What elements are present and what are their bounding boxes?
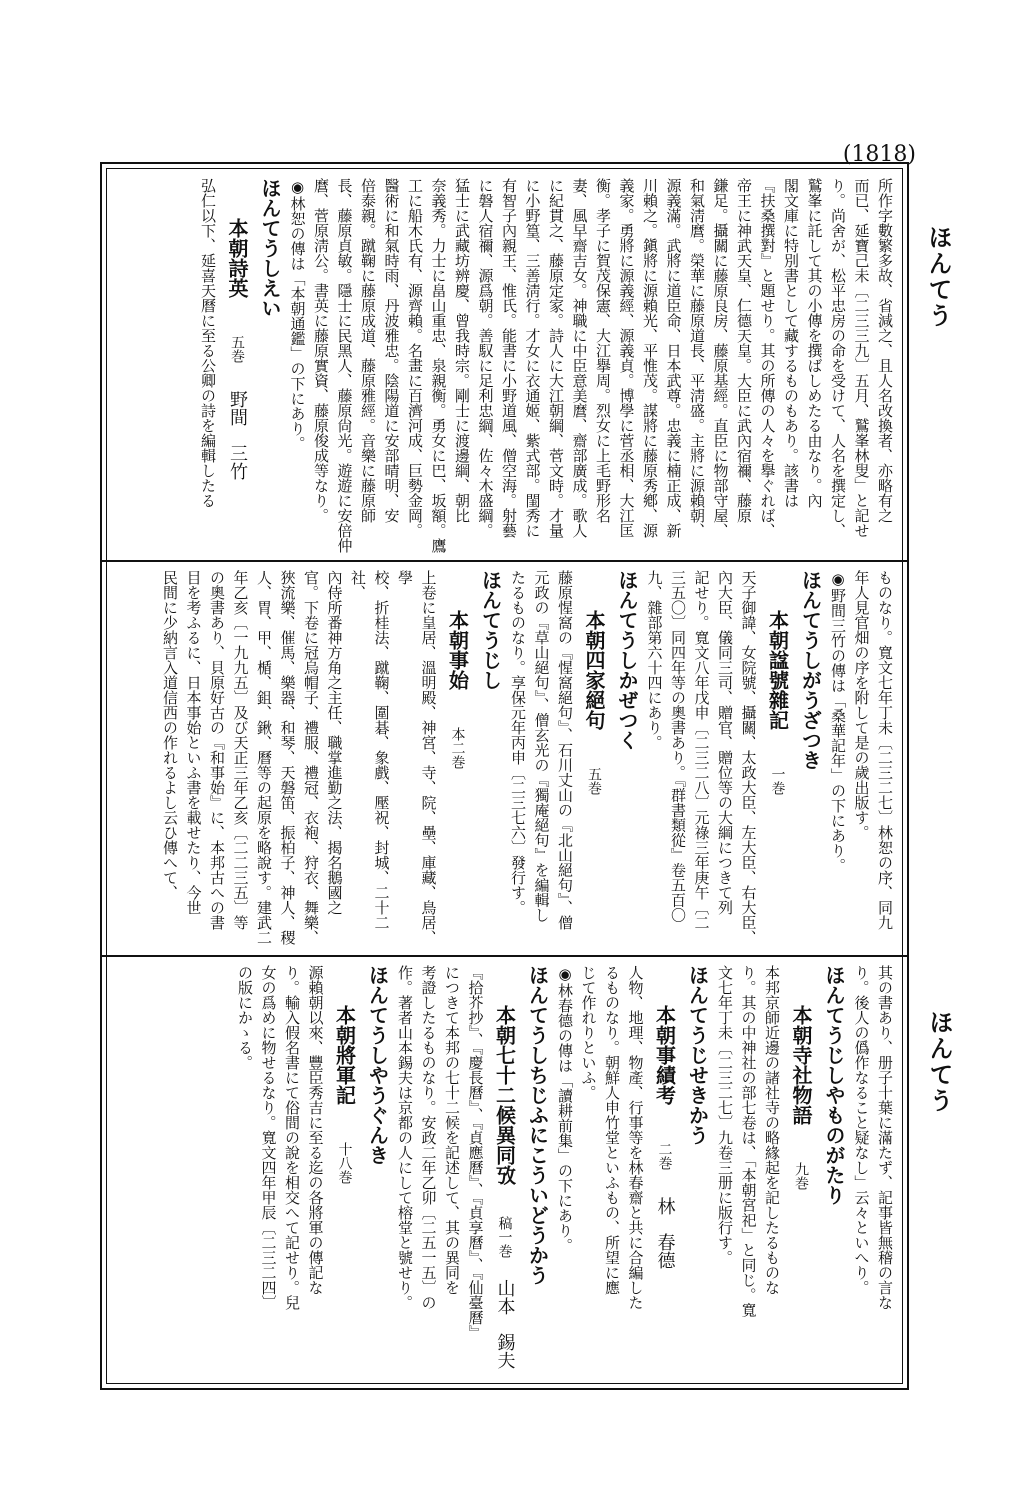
entry-title-block (762, 570, 794, 948)
text-line: 內侍所番神方角之主任、職掌進勤之法、揭名鵝國之 (325, 570, 344, 915)
entry-title: 本朝七十二候異同攷 (492, 1005, 517, 1185)
text-line: 源義滿。武將に道臣命、日本武尊。忠義に楠正成、新 (664, 178, 683, 538)
text-line: 和氣淸麿。榮華に藤原道長、平淸盛。主將に源賴朝、 (688, 178, 706, 538)
text-line: に磐人宿禰、源爲朝。善馭に足利忠綱、佐々木盛綱。 (476, 178, 495, 538)
text-line: 人、胃、甲、楯、鉏、鍬、曆等の起原を略說す。建武二 (255, 570, 273, 945)
text-line: 目を考ふるに、日本事始といふ書を載せたり、今世 (184, 570, 203, 915)
entry-volumes: 九巻 (793, 1161, 809, 1190)
text-line: 年乙亥〔一九九五〕及び天正三年乙亥〔二二三五〕等 (231, 570, 250, 930)
entry-title: 本朝寺社物語 (789, 1005, 813, 1125)
text-line: 猛士に武藏坊辨慶、曾我時宗。剛士に渡邊綱、朝比 (453, 178, 471, 523)
text-line: 記せり。寬文八年戊申〔二三二八〕元祿三年庚午〔二 (692, 570, 711, 930)
entry-heading: ほんてうじしやものがたり (822, 965, 846, 1205)
entry-text (393, 965, 487, 1380)
section-divider-1 (100, 560, 909, 562)
text-line: 年人見官畑の序を附して是の歲出版す。 (852, 570, 871, 840)
entry-title: 本朝詩英 (225, 218, 249, 298)
text-line: に紀貫之、藤原定家。詩人に大江朝綱、菅文時。才量 (547, 178, 565, 538)
text-line: 長、藤原貞敏。隱士に民黑人、藤原尙光。遊遊に安倍仲 (335, 178, 354, 553)
text-line: じて作れりといふ。 (579, 965, 598, 1100)
text-line: 人物、地理、物產、行事等を林春齋と共に合編した (626, 965, 645, 1310)
text-line: り。其の中神社の部七卷は、「本朝宮祀」と同じ。寬 (739, 965, 758, 1318)
text-line: 九、雜部第六十四にあり。 (645, 570, 664, 750)
text-line: 衡。孝子に賀茂保憲、大江擧周。烈女に上毛野形名 (594, 178, 612, 523)
text-line: 其の書あり、册子十葉に滿たず、記事皆無稽の言な (876, 965, 894, 1310)
top-body-text (285, 178, 896, 553)
text-line: 醫術に和氣時雨、丹波雅忠。陰陽道に安部晴明、安 (382, 178, 401, 523)
entry-volumes: 十八巻 (336, 1141, 353, 1184)
text-line: 所作字數繁多故、省減之、且人名改換者、亦略有之 (876, 178, 894, 523)
text-line: るものなり。朝鮮人申竹堂といふもの、所望に應 (603, 965, 621, 1295)
entry-heading: ほんてうしがうざつき (798, 570, 823, 770)
text-line: り。後人の僞作なること疑なし」云々といへり。 (852, 965, 871, 1295)
entry-volumes: 五巻 (229, 334, 245, 363)
entry-title-block (329, 965, 361, 1380)
top-section (112, 178, 896, 553)
entry-title: 本朝事績考 (652, 1005, 677, 1105)
entry-title-block (649, 965, 681, 1380)
text-line: 弘仁以下、延喜天曆に至る公卿の詩を編輯したる (199, 178, 217, 508)
entry-volumes: 五巻 (586, 766, 602, 795)
text-line: り。尚舍が、松平忠房の命を受けて、人名を撰定し、 (829, 178, 847, 538)
text-line: 元政の『草山絕句』、僧玄光の『獨庵絕句』を編輯し (532, 570, 551, 923)
text-line: 內大臣、儀同三司、贈官、贈位等の大綱につきて列 (716, 570, 734, 915)
text-line: 校、折桂法、蹴鞠、圍碁、象戲、壓祝、封城、二十二社、 (349, 570, 391, 930)
text-line: 鎌足。攝關に藤原良房、藤原基經。直臣に物部守屋、 (711, 178, 730, 538)
text-line: 工に船木氏有、源齊賴。名畫に百濟河成、巨勢金岡。 (406, 178, 424, 538)
text-line: 『扶桑撰對』と題せり。其の所傳の人々を擧ぐれば、 (758, 178, 777, 538)
entry-title-block (785, 965, 817, 1380)
running-head-top: ほんてう (924, 225, 952, 329)
text-line: 民間に少納言入道信西の作れるよし云ひ傳へて、 (161, 570, 179, 900)
continued-text (826, 570, 897, 948)
text-line: 三五〇〕同四年等の奧書あり。『群書類從』卷五百〇 (669, 570, 687, 923)
entry-text (158, 570, 440, 948)
text-line: 妻、風早齋吉女。神職に中臣意美麿、齋部廣成。歌人 (570, 178, 589, 538)
text-line: ◉野間三竹の傳は「桑華記年」の下にあり。 (829, 570, 847, 873)
text-line: 川賴之。鎭將に源賴光、平惟茂。謀將に藤原秀鄕、源 (641, 178, 659, 538)
text-line: 有智子內親王、惟氏。能書に小野道風、僧空海。射藝 (500, 178, 518, 538)
text-line: 文七年丁未〔二三二七〕九卷三册に版行す。 (716, 965, 734, 1265)
text-line: ものなり。寬文七年丁未〔二三二七〕林恕の序、同九 (876, 570, 894, 930)
text-line: 倍泰親。蹴鞠に藤原成道、藤原雅經。音樂に藤原師 (359, 178, 377, 523)
middle-section (112, 570, 896, 948)
entry-text (196, 178, 220, 553)
entry-title: 本朝將軍記 (332, 1005, 357, 1105)
text-line: たるものなり。享保元年丙申〔二三七六〕發行す。 (509, 570, 527, 915)
entry-title: 本朝諡號雜記 (765, 610, 790, 730)
text-line: 源賴朝以來、豐臣秀吉に至る迄の各將軍の傳記な (306, 965, 325, 1295)
bottom-section (112, 965, 896, 1380)
text-line: 考證したるものなり。安政二年乙卯〔二五一五〕の (419, 965, 438, 1310)
text-line: ◉林春德の傳は「讀耕前集」の下にあり。 (556, 965, 574, 1253)
text-line: につきて本邦の七十二候を記述して、其の異同を (443, 965, 461, 1295)
entry-title-block (221, 178, 253, 553)
text-line: 鷲峯に託して其の小傳を撰ばしめたる由なり。內 (805, 178, 824, 508)
text-line: 作。著者山本錫夫は京都の人にして榕堂と號せり。 (396, 965, 414, 1310)
entry-author: 野間 三竹 (227, 389, 248, 480)
entry-heading: ほんてうしやうぐんき (365, 965, 390, 1165)
entry-title-block (578, 570, 610, 948)
continued-text (849, 965, 896, 1380)
text-line: 帝王に神武天皇、仁德天皇。大臣に武內宿禰、藤原 (735, 178, 753, 523)
running-head-bottom: ほんてう (925, 1010, 953, 1114)
entry-heading: ほんてうしちじふにこういどうかう (525, 965, 550, 1285)
entry-text (642, 570, 760, 948)
entry-text (713, 965, 784, 1380)
text-line: 奈義秀。力士に畠山重忠、泉親衡。勇女に巴、坂額。鷹 (429, 178, 448, 553)
entry-heading: ほんてうじせきかう (685, 965, 710, 1145)
entry-volumes: 本二巻 (449, 726, 466, 769)
text-line: ◉林恕の傳は「本朝通鑑」の下にあり。 (288, 178, 307, 451)
entry-heading: ほんてうじし (478, 570, 503, 690)
text-line: 義家。勇將に源義經、源義貞。博學に菅丞相、大江匡 (617, 178, 636, 538)
section-divider-2 (100, 955, 909, 957)
text-line: 女の爲めに物せるなり。寬文四年甲辰〔二三二四〕 (259, 965, 278, 1310)
entry-volumes: 一巻 (769, 766, 786, 795)
text-line: 狹流樂、催馬、樂器、和琴、天磐笛、振柏子、神人、稷 (278, 570, 297, 945)
text-line: 上卷に皇居、溫明殿、神宮、寺、院、壘、庫藏、鳥居、學 (396, 570, 438, 945)
page-number: (1818) (842, 142, 916, 167)
text-line: 而已、延寶己未〔二三三九〕五月、鷲峯林叟」と記せ (852, 178, 871, 538)
text-line: り。輸入假名書にて俗間の說を相交へて記せり。兒 (283, 965, 301, 1310)
entry-volumes: 稿一巻 (496, 1215, 513, 1258)
text-line: 天子御諱、女院號、攝關、太政大臣、左大臣、右大臣、 (739, 570, 758, 945)
text-line: 藤原惺窩の『惺窩絕句』、石川丈山の『北山絕句』、僧 (556, 570, 574, 930)
entry-title: 本朝事始 (445, 610, 470, 690)
entry-author: 林 春德 (654, 1196, 676, 1269)
entry-heading: ほんてうしえい (258, 178, 282, 318)
text-line: 本邦京師近邊の諸社寺の略緣起を記したるものな (763, 965, 781, 1295)
entry-text (233, 965, 327, 1380)
text-line: の奧書あり、貝原好古の『和事始』に、本邦古への書 (208, 570, 226, 930)
entry-title-block (489, 965, 521, 1380)
entry-title: 本朝四家絕句 (582, 610, 606, 730)
entry-text (553, 965, 647, 1380)
text-line: 麿、菅原淸公。書英に藤原實資、藤原俊成等なり。 (312, 178, 330, 523)
entry-author: 山本 錫夫 (494, 1278, 516, 1369)
text-line: に小野篁、三善淸行。才女に衣通姬、紫式部。閨秀に (523, 178, 542, 538)
entry-heading: ほんてうしかぜつく (615, 570, 639, 750)
text-line: 閣文庫に特別書として藏するものもあり。該書は (782, 178, 800, 508)
entry-title-block (442, 570, 474, 948)
entry-text (506, 570, 577, 948)
text-line: の版にかゝる。 (236, 965, 254, 1070)
text-line: 官。下卷に冠烏帽子、禮服、禮冠、衣袍、狩衣、舞樂、 (302, 570, 320, 945)
text-line: 『拾芥抄』、『慶長曆』、『貞應曆』、『貞享曆』、『仙臺曆』 (466, 965, 485, 1340)
entry-volumes: 二巻 (656, 1141, 673, 1170)
